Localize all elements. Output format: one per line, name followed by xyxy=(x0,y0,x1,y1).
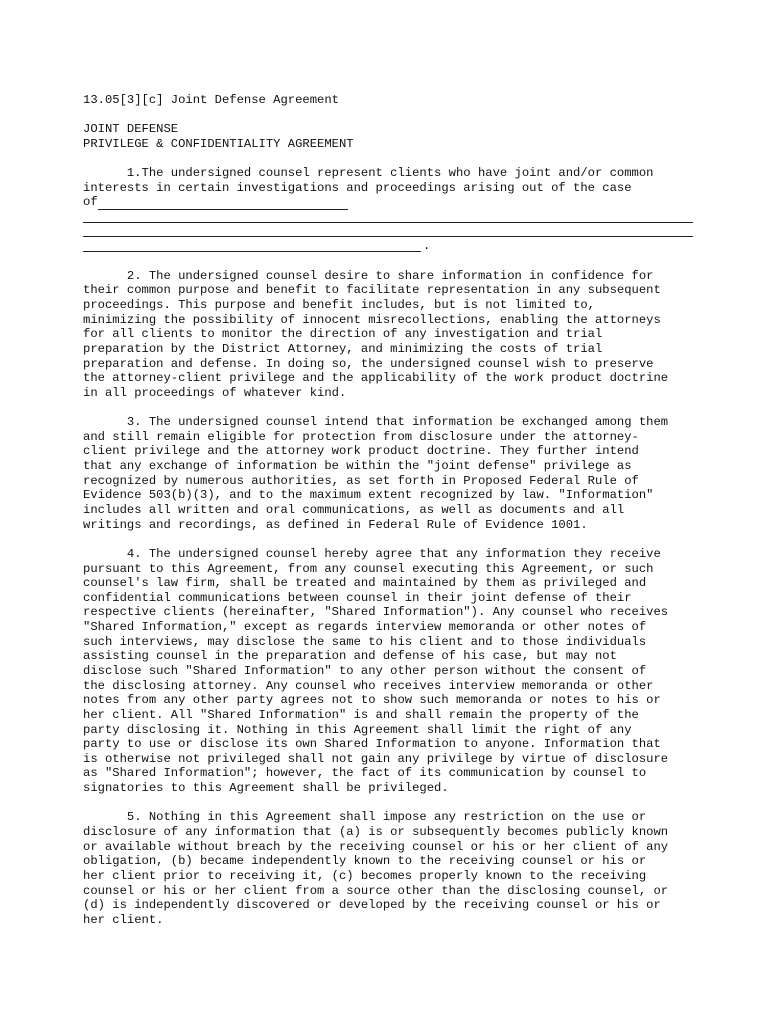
paragraph-line: "Shared Information," except as regards interview memoranda or other notes of xyxy=(83,620,647,635)
paragraph-line: preparation by the District Attorney, and minimizing the costs of trial xyxy=(83,341,603,356)
agreement-title-line-1: JOINT DEFENSE xyxy=(83,122,179,137)
paragraph-line: such interviews, may disclose the same to his client and to those individuals xyxy=(83,634,647,649)
paragraph-line: party to use or disclose its own Shared Information to anyone. Information that xyxy=(83,737,661,752)
paragraph-line: client privilege and the attorney work product doctrine. They further intend xyxy=(83,444,639,459)
paragraph-line: recognized by numerous authorities, as set forth in Proposed Federal Rule of xyxy=(83,473,639,488)
paragraph-3 xyxy=(83,415,693,532)
paragraph-line: her client. All "Shared Information" is and shall remain the property of the xyxy=(83,707,639,722)
paragraph-line: interests in certain investigations and proceedings arising out of the case xyxy=(83,180,632,195)
paragraph-line: her client prior to receiving it, (c) becomes properly known to the receiving xyxy=(83,868,647,883)
paragraph-line: assisting counsel in the preparation and defense of his case, but may not xyxy=(83,649,617,664)
spacer xyxy=(83,400,693,415)
paragraph-line: 4. The undersigned counsel hereby agree that any information they receive xyxy=(83,546,661,561)
paragraph-line: 1.The undersigned counsel represent clients who have joint and/or common xyxy=(83,166,654,181)
spacer xyxy=(83,152,693,167)
case-description-blank-3[interactable] xyxy=(83,239,421,254)
paragraph-line: the attorney-client privilege and the applicability of the work product doctrine xyxy=(83,371,669,386)
case-description-final-line xyxy=(83,239,693,254)
paragraph-line: writings and recordings, as defined in Federal Rule of Evidence 1001. xyxy=(83,517,588,532)
paragraph-line: obligation, (b) became independently known to the receiving counsel or his or xyxy=(83,854,647,869)
case-description-blank-1[interactable] xyxy=(83,210,693,225)
paragraph-line: confidential communications between counsel in their joint defense of their xyxy=(83,590,632,605)
document-page xyxy=(83,93,693,928)
paragraph-line: her client. xyxy=(83,912,164,927)
paragraph-line: their common purpose and benefit to facilitate representation in any subsequent xyxy=(83,283,661,298)
paragraph-line: minimizing the possibility of innocent misrecollections, enabling the attorneys xyxy=(83,312,661,327)
paragraph-line: preparation and defense. In doing so, the undersigned counsel wish to preserve xyxy=(83,356,654,371)
paragraph-2 xyxy=(83,269,693,401)
paragraph-4 xyxy=(83,547,693,796)
paragraph-line: and still remain eligible for protection from disclosure under the attorney- xyxy=(83,429,639,444)
case-description-blank-2[interactable] xyxy=(83,225,693,240)
paragraph-line: that any exchange of information be within the "joint defense" privilege as xyxy=(83,459,632,474)
spacer xyxy=(83,532,693,547)
section-heading: 13.05[3][c] Joint Defense Agreement xyxy=(83,93,339,107)
paragraph-line: counsel's law firm, shall be treated and maintained by them as privileged and xyxy=(83,576,647,591)
paragraph-line: disclosure of any information that (a) is or subsequently becomes publicly known xyxy=(83,825,669,840)
paragraph-line: of xyxy=(83,195,98,210)
paragraph-line: 2. The undersigned counsel desire to share information in confidence for xyxy=(83,268,654,283)
paragraph-period: . xyxy=(423,239,431,254)
case-name-line xyxy=(83,195,693,210)
paragraph-line: in all proceedings of whatever kind. xyxy=(83,385,347,400)
spacer xyxy=(83,254,693,269)
paragraph-5 xyxy=(83,810,693,927)
paragraph-line: the disclosing attorney. Any counsel who receives interview memoranda or other xyxy=(83,678,654,693)
paragraph-line: respective clients (hereinafter, "Shared Information"). Any counsel who receives xyxy=(83,605,669,620)
paragraph-line: includes all written and oral communications, as well as documents and all xyxy=(83,502,625,517)
paragraph-1 xyxy=(83,166,693,254)
paragraph-line: notes from any other party agrees not to show such memoranda or notes to his or xyxy=(83,693,661,708)
paragraph-line: party disclosing it. Nothing in this Agreement shall limit the right of any xyxy=(83,722,632,737)
paragraph-line: 3. The undersigned counsel intend that information be exchanged among them xyxy=(83,415,669,430)
spacer xyxy=(83,108,693,123)
paragraph-line: counsel or his or her client from a source other than the disclosing counsel, or xyxy=(83,883,669,898)
case-name-blank[interactable] xyxy=(98,198,348,210)
paragraph-line: (d) is independently discovered or developed by the receiving counsel or his or xyxy=(83,898,661,913)
paragraph-line: Evidence 503(b)(3), and to the maximum extent recognized by law. "Information" xyxy=(83,488,654,503)
paragraph-line: is otherwise not privileged shall not gain any privilege by virtue of disclosure xyxy=(83,751,669,766)
paragraph-line: proceedings. This purpose and benefit includes, but is not limited to, xyxy=(83,297,595,312)
paragraph-line: or available without breach by the receiving counsel or his or her client of any xyxy=(83,839,669,854)
paragraph-line: signatories to this Agreement shall be privileged. xyxy=(83,781,449,796)
paragraph-line: 5. Nothing in this Agreement shall impose any restriction on the use or xyxy=(83,810,647,825)
paragraph-line: disclose such "Shared Information" to any other person without the consent of xyxy=(83,663,647,678)
agreement-title-line-2: PRIVILEGE & CONFIDENTIALITY AGREEMENT xyxy=(83,136,354,151)
paragraph-line: pursuant to this Agreement, from any counsel executing this Agreement, or such xyxy=(83,561,654,576)
spacer xyxy=(83,796,693,811)
paragraph-line: as "Shared Information"; however, the fact of its communication by counsel to xyxy=(83,766,647,781)
paragraph-line: for all clients to monitor the direction of any investigation and trial xyxy=(83,327,603,342)
